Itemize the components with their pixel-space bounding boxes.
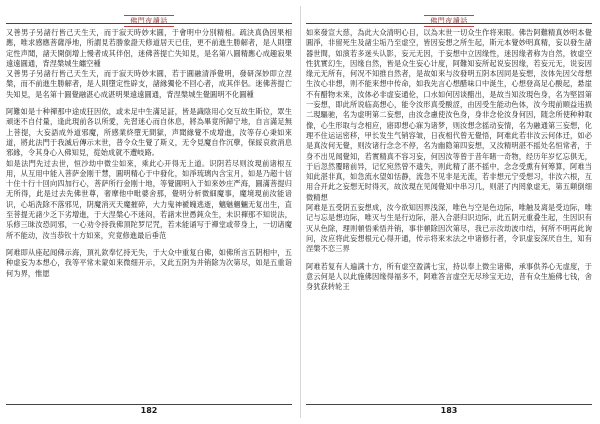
header-rule: [6, 23, 292, 24]
page-footer: [6, 404, 292, 416]
paragraph: 阿难即从座起闻佛示海，頂礼欽奉忆持无失，于大众中重复白佛，如佛所言五阴相中，五种虚妄为本想心，我等平常未蒙如來微细开示，又此五阴为并销除为次第尽，如是五重诣何为界，惟愿: [6, 247, 292, 278]
gutter-divider: [300, 6, 301, 418]
paragraph: 如是法門先过去世，恒沙劫中微尘如來，乘此心开得无上道。识阴若尽则汝現前诸根互用，从互用中能入菩萨金刚干慧，圓明精心于中發化，如淨琉璃內含宝月，如是乃超十信十住十行十回向四加行心，菩萨所行金刚十地，等覺圓明入于如來妙庄严海，圓滿菩提归无所得，此是过去先佛世尊，奢摩他中毗婆舍那，覺明分析微細魔事，魔境現前汝能谙识，心垢洗除不落邪见，阴魔消灭天魔摧碎，大力鬼神褫魄逃逝，魑魅魍魎无复出生，直至菩提无諸少乏下劣增進，于大涅槃心不迷闷，若諸末世愚鈍众生，未识禪那不知说法，乐修三昧汝恐同邪，一心劝令持我佛頂陀罗尼咒，若未能诵写于禪堂或带身上，一切诸魔所不能动，汝当恭钦十方如來，究竟修進最后垂范: [6, 158, 292, 240]
header-badge: 佛門夜讀話: [124, 15, 174, 27]
running-header: [306, 8, 592, 25]
page-footer: [306, 404, 592, 416]
footer-rule: [6, 404, 292, 405]
paragraph: 阿难是五受阴五妄想成，汝今欲知因界浅深，唯色与空是色边际，唯触及离是受边际，唯记与忘是想边际，唯灭与生是行边际，湛入合湛归识边际，此五阴元重叠生起，生因识有灭从色除，理则頓悟乘悟并销，事非頓除因次第尽，我已示汝劫波巾结，何所不明再此询问，汝应将此妄想根元心得开通，传示将來末法之中诸修行者，令识虚妄深厌自生，知有涅槃不恋三界: [306, 203, 592, 254]
paragraph: 阿難如是十种禪那中途成狂因依，或未足中生滿足証，皆是識陰用心交互故生斯位，眾生頑迷不自付量，逢此現前各以所愛，先習迷心而自休息，將為畢竟所歸宁地，自言滿足無上菩提，大妄語成外道邪魔，所感業終墮无間獄，声聞緣覺不成增進，汝等存心秉如來道，將此法門于我滅后傳示末世，普令众生覺了斯义，无令見魔自作沉孽，保綏哀救消息邪緣，令其身心入佛知見，從始成就不遭岐路。: [6, 107, 292, 158]
paragraph: 阿难若复有人遍满十方，所有虚空盈满七宝，持以奉上微尘诸佛，承事供养心无虚度，于意云何是人以此施佛因缘得福多不，阿难答言虚空无尽珍宝无边，昔有众生施佛七钱，舍身犹获转轮王: [306, 261, 592, 292]
left-page: [6, 0, 292, 424]
paragraph: 又善男子另諸行皆己天生天，而于寂天時妙末圓，于會明中分別精相。疏決真偽因果相應，唯求感應菩薩淨地，所謂見若勝象證天修道居天已佳，更不前進生勝解者，是人則墮定性声聞，諸天開倒增上慢者成其伴侶，迷佛菩提亡失知見，是名第八圓精應心成趣寂果遠遠圓通，背涅槃城生纏空種: [6, 28, 292, 68]
paragraph: 如來發宣大慈，為此大众清明心目，以為末世一切众生作将來眼。佛告阿難精真妙明本覺圓淨，非留死生及諸尘垢乃至虚空，皆因妄想之所生起，斯元本覺妙明真精，妄以發生諸器世間，如演若多迷头认影，妄元无因，于妄想中立因缘性，迷因缘者称为自然，彼虚空性犹實幻生，因缘自然，皆是众生妄心计度，阿難知妄所起说妄因缘，若妄元无，说妄因缘元无所有，何况不知推自然者，是故如來与汝發明五阴本因同是妄想，汝体先因父母想生汝心非想，则不能來想中传命，如我先言心想醋味口中涎生，心想登高足心酸起，悬崖不有醋物未來，汝体必非虚妄通伦，口水如何因谈醋出，是故当知汝現色身，名为堅固第一妄想，即此所说临高想心，能令汝形真受酸涩，由因受生能动色体，汝今現前順益违损二現驅驰，名为虚明第二妄想，由汝念慮使汝色身，身非念伦汝身何因，随念所使种种取像，心生形取与念相应，寤即想心寐为诸梦，则汝想念摇动妄情，名为融通第三妄想，化理不住运运密移，甲长发生气销容皱，日夜相代曾无覺悟，阿难此若非汝云何体迁，如必是真汝何无覺，则汝诸行念念不停，名为幽隐第四妄想，又汝精明湛不摇处名恒常者，于身不出见闻覺知，若實精真不容习妄，何因汝等曾于昔年睹一奇物，经历年岁忆忘俱无，于后忽然覆睹前异，记忆宛然曾不遗失，则此精了湛不摇中，念念受熏有何筹算，阿难当知此湛非真，如急流水望如恬静，流急不见非是无流，若非想元宁受想习，非汝六根，互用合开此之妄想无时得灭，故汝現在见闻覺知中串习几，则湛了内罔象虚无，第五顛倒细微精想: [306, 28, 592, 202]
page-number: 182: [140, 406, 158, 415]
footer-rule: [306, 404, 592, 405]
page-body: [306, 28, 592, 396]
header-rule: [306, 23, 592, 24]
right-page: [306, 0, 592, 424]
running-header: [6, 8, 292, 25]
page-body: [6, 28, 292, 396]
header-badge: 佛門夜讀話: [424, 15, 474, 27]
paragraph: 又善男子另諸行皆己天生天，而于寂天時妙末圓，若于圓融清淨覺明，發研深妙即立涅槃，而不前進生勝解者，是人則墮定性辟支，諸緣獨伦不回心者，成其伴侶。迷佛菩提亡失知見，是名第十圓覺融湛心成湛明果遠遠圓通，背涅槃城生覺圓明不化圓種: [6, 69, 292, 99]
page-number: 183: [440, 406, 458, 415]
